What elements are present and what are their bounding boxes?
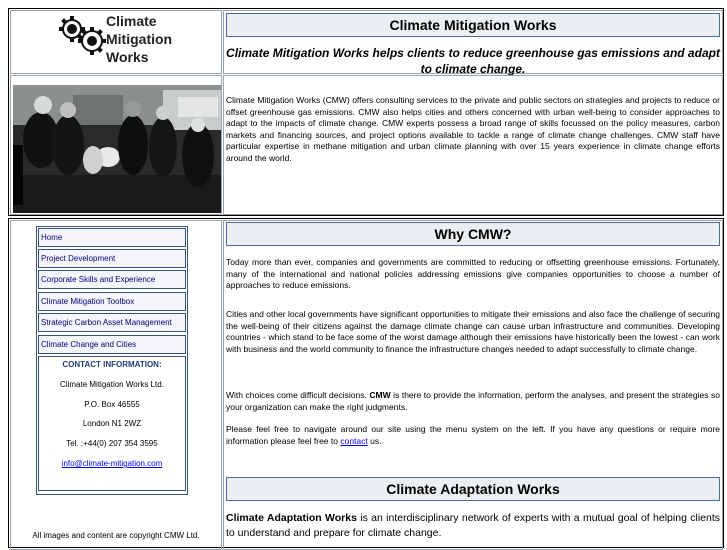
why-p3-bold: CMW [369,390,391,400]
page-title: Climate Mitigation Works [226,13,720,37]
logo-wordmark [106,12,172,66]
contact-city: London N1 2WZ [82,419,142,428]
why-p3-post: is there to provide the information, perform the analyses, and present the strategies so your organization can make the right judgments. [226,390,720,412]
contact-phone: Tel. :+44(0) 207 354 3595 [66,439,158,448]
contact-po-box: P.O. Box 46555 [84,400,140,409]
adaptation-paragraph [226,511,720,541]
why-p4-post: us. [367,435,382,446]
workers-photo [13,85,221,213]
logo-line-2: Mitigation [106,31,173,47]
logo-line-3: Works [106,49,149,65]
contact-link[interactable]: contact [340,435,368,446]
nav-item-carbon-asset-management[interactable]: Strategic Carbon Asset Management [38,313,186,332]
why-paragraph-2: Cities and other local governments have significant opportunities to mitigate their emissions and also face the challenge of securing the well-being of their citizens against the damage climate change can cause urban infrastructure and communities. Developing countries - which stand to be face some of the worst damage although their emissions have historically been the lowest - can work with business and the world community to finance the infrastructure changes needed to adapt successfully to climate change. [226,309,720,354]
why-cmw-title: Why CMW? [226,222,720,246]
copyright: All images and content are copyright CMW Ltd. [32,531,200,540]
why-p4-pre: Please feel free to navigate around our site using the menu system on the left. If you have any questions or require more information please feel free to [226,424,720,446]
nav-item-home[interactable]: Home [38,228,186,247]
tagline: Climate Mitigation Works helps clients to reduce greenhouse gas emissions and adapt to climate change. [226,46,720,76]
contact-company: Climate Mitigation Works Ltd. [60,380,164,389]
gears-logo-icon [58,13,106,59]
nav-item-climate-change-cities[interactable]: Climate Change and Cities [38,335,186,354]
nav-item-corporate-skills[interactable]: Corporate Skills and Experience [38,270,186,289]
nav-item-project-development[interactable]: Project Development [38,249,186,268]
adaptation-title: Climate Adaptation Works [226,477,720,501]
intro-paragraph: Climate Mitigation Works (CMW) offers consulting services to the private and public sectors on strategies and projects to reduce or offset greenhouse gas emissions. CMW also helps cities and others concerned with urban well-being to consider approaches to adapt to the impacts of climate change. CMW experts possess a broad range of skills focussed on the policy measures, carbon markets and financing sources, and project options available to tackle a range of climate change challenges. CMW staff have particular expertise in methane mitigation and urban climate planning with over 15 years experience in climate change efforts around the world. [226,95,720,163]
contact-heading: CONTACT INFORMATION: [62,360,162,369]
why-paragraph-4 [226,424,720,447]
why-p3-pre: With choices come difficult decisions. [226,390,370,400]
contact-email-wrap [38,458,186,469]
why-paragraph-3 [226,390,720,413]
nav-item-mitigation-toolbox[interactable]: Climate Mitigation Toolbox [38,292,186,311]
logo-line-1: Climate [106,13,157,29]
why-paragraph-1: Today more than ever, companies and governments are committed to reducing or offsetting greenhouse emissions. Fortunately, many of the international and national policies addressing emissions give companies opportunities to choose a number of approaches to reduce emissions. [226,257,720,291]
adaptation-bold: Climate Adaptation Works [226,512,357,524]
adaptation-text: is an interdisciplinary network of experts with a mutual goal of helping clients to understand and prepare for climate change. [226,512,720,539]
contact-email-link[interactable]: info@climate-mitigation.com [61,459,163,468]
